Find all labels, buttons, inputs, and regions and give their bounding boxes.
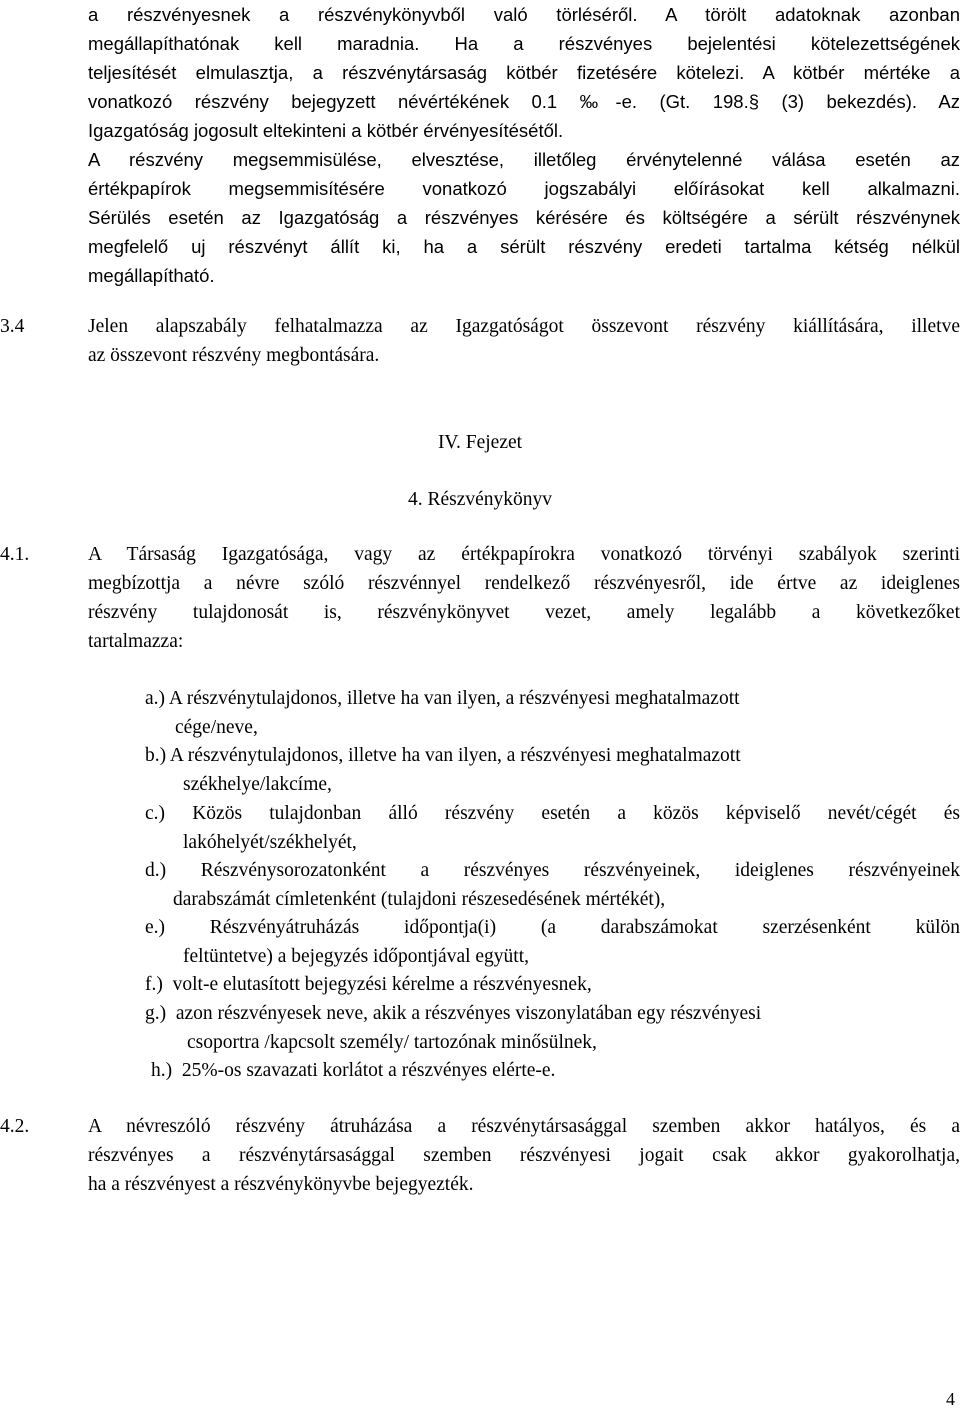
list-item-line: b.) A részvénytulajdonos, illetve ha van ilyen, a részvényesi meghatalmazott <box>145 745 741 766</box>
text-line: részvényes a részvénytársasággal szemben részvényesi jogait csak akkor gyakorolhatja, <box>88 1145 960 1166</box>
list-item <box>145 856 960 914</box>
list-item-line: székhelye/lakcíme, <box>183 774 332 795</box>
section-text <box>88 312 960 370</box>
text-line: Igazgatóság jogosult eltekinteni a kötbér érvényesítésétől. <box>88 120 564 141</box>
text-line: megfelelő uj részvényt állít ki, ha a sérült részvény eredeti tartalma kétség nélkül <box>88 236 960 257</box>
list-item-line: f.) volt-e elutasított bejegyzési kérelme a részvényesnek, <box>145 974 592 995</box>
page-number: 4 <box>946 1389 955 1409</box>
text-line: A névreszóló részvény átruházása a részvénytársasággal szemben akkor hatályos, és a <box>88 1116 960 1137</box>
list-item <box>151 1056 960 1085</box>
list-item-line: cége/neve, <box>175 717 258 738</box>
section-text <box>88 540 960 656</box>
list-item <box>145 684 895 742</box>
list-item-line: e.) Részvényátruházás időpontja(i) (a darabszámokat szerzésenként külön <box>145 917 960 938</box>
text-line: az összevont részvény megbontására. <box>88 345 380 366</box>
text-line: Jelen alapszabály felhatalmazza az Igazgatóságot összevont részvény kiállítására, illetve <box>88 316 960 337</box>
chapter-heading: IV. Fejezet <box>437 432 523 453</box>
section-heading: 4. Részvénykönyv <box>407 489 553 510</box>
text-line: A Társaság Igazgatósága, vagy az értékpapírokra vonatkozó törvényi szabályok szerinti <box>88 544 960 565</box>
list-item-line: c.) Közös tulajdonban álló részvény esetén a közös képviselő nevét/cégét és <box>145 803 960 824</box>
section-number: 4.1. <box>0 544 30 565</box>
list-item-line: g.) azon részvényesek neve, akik a részvényes viszonylatában egy részvényesi <box>145 1003 762 1024</box>
paragraph-continuation <box>88 0 960 290</box>
list-item <box>145 970 960 999</box>
section-number: 3.4 <box>0 316 25 337</box>
list-item <box>145 741 895 799</box>
list-item <box>145 799 960 857</box>
section-number: 4.2. <box>0 1116 30 1137</box>
list-item-line: h.) 25%-os szavazati korlátot a részvényes elérte-e. <box>151 1060 556 1081</box>
list-item-line: lakóhelyét/székhelyét, <box>183 832 357 853</box>
list-item-line: d.) Részvénysorozatonként a részvényes részvényeinek, ideiglenes részvényeinek <box>145 860 960 881</box>
text-line: Sérülés esetén az Igazgatóság a részvényes kérésére és költségére a sérült részvénynek <box>88 207 960 228</box>
text-line: megbízottja a névre szóló részvénnyel rendelkező részvényesről, ide értve az ideiglenes <box>88 573 960 594</box>
list-item-line: a.) A részvénytulajdonos, illetve ha van ilyen, a részvényesi meghatalmazott <box>145 688 740 709</box>
text-line: ha a részvényest a részvénykönyvbe bejegyezték. <box>88 1174 474 1195</box>
text-line: értékpapírok megsemmisítésére vonatkozó jogszabályi előírásokat kell alkalmazni. <box>88 178 960 199</box>
text-line: vonatkozó részvény bejegyzett névértékének 0.1 ‰-e. (Gt. 198.§ (3) bekezdés). Az <box>88 91 960 112</box>
text-line: megállapítható. <box>88 265 215 286</box>
text-line: a részvényesnek a részvénykönyvből való törléséről. A törölt adatoknak azonban <box>88 4 960 25</box>
section-text <box>88 1112 960 1199</box>
list-item-line: csoportra /kapcsolt személy/ tartozónak minősülnek, <box>187 1032 597 1053</box>
text-line: tartalmazza: <box>88 631 184 652</box>
list-item <box>145 913 960 971</box>
text-line: részvény tulajdonosát is, részvénykönyvet vezet, amely legalább a következőket <box>88 602 960 623</box>
text-line: A részvény megsemmisülése, elvesztése, illetőleg érvénytelenné válása esetén az <box>88 149 960 170</box>
text-line: teljesítését elmulasztja, a részvénytársaság kötbér fizetésére kötelezi. A kötbér mértéke a <box>88 62 960 83</box>
list-item-line: darabszámát címletenként (tulajdoni részesedésének mértékét), <box>173 889 666 910</box>
list-item <box>145 999 925 1057</box>
text-line: megállapíthatónak kell maradnia. Ha a részvényes bejelentési kötelezettségének <box>88 33 960 54</box>
list-item-line: feltüntetve) a bejegyzés időpontjával együtt, <box>183 946 530 967</box>
